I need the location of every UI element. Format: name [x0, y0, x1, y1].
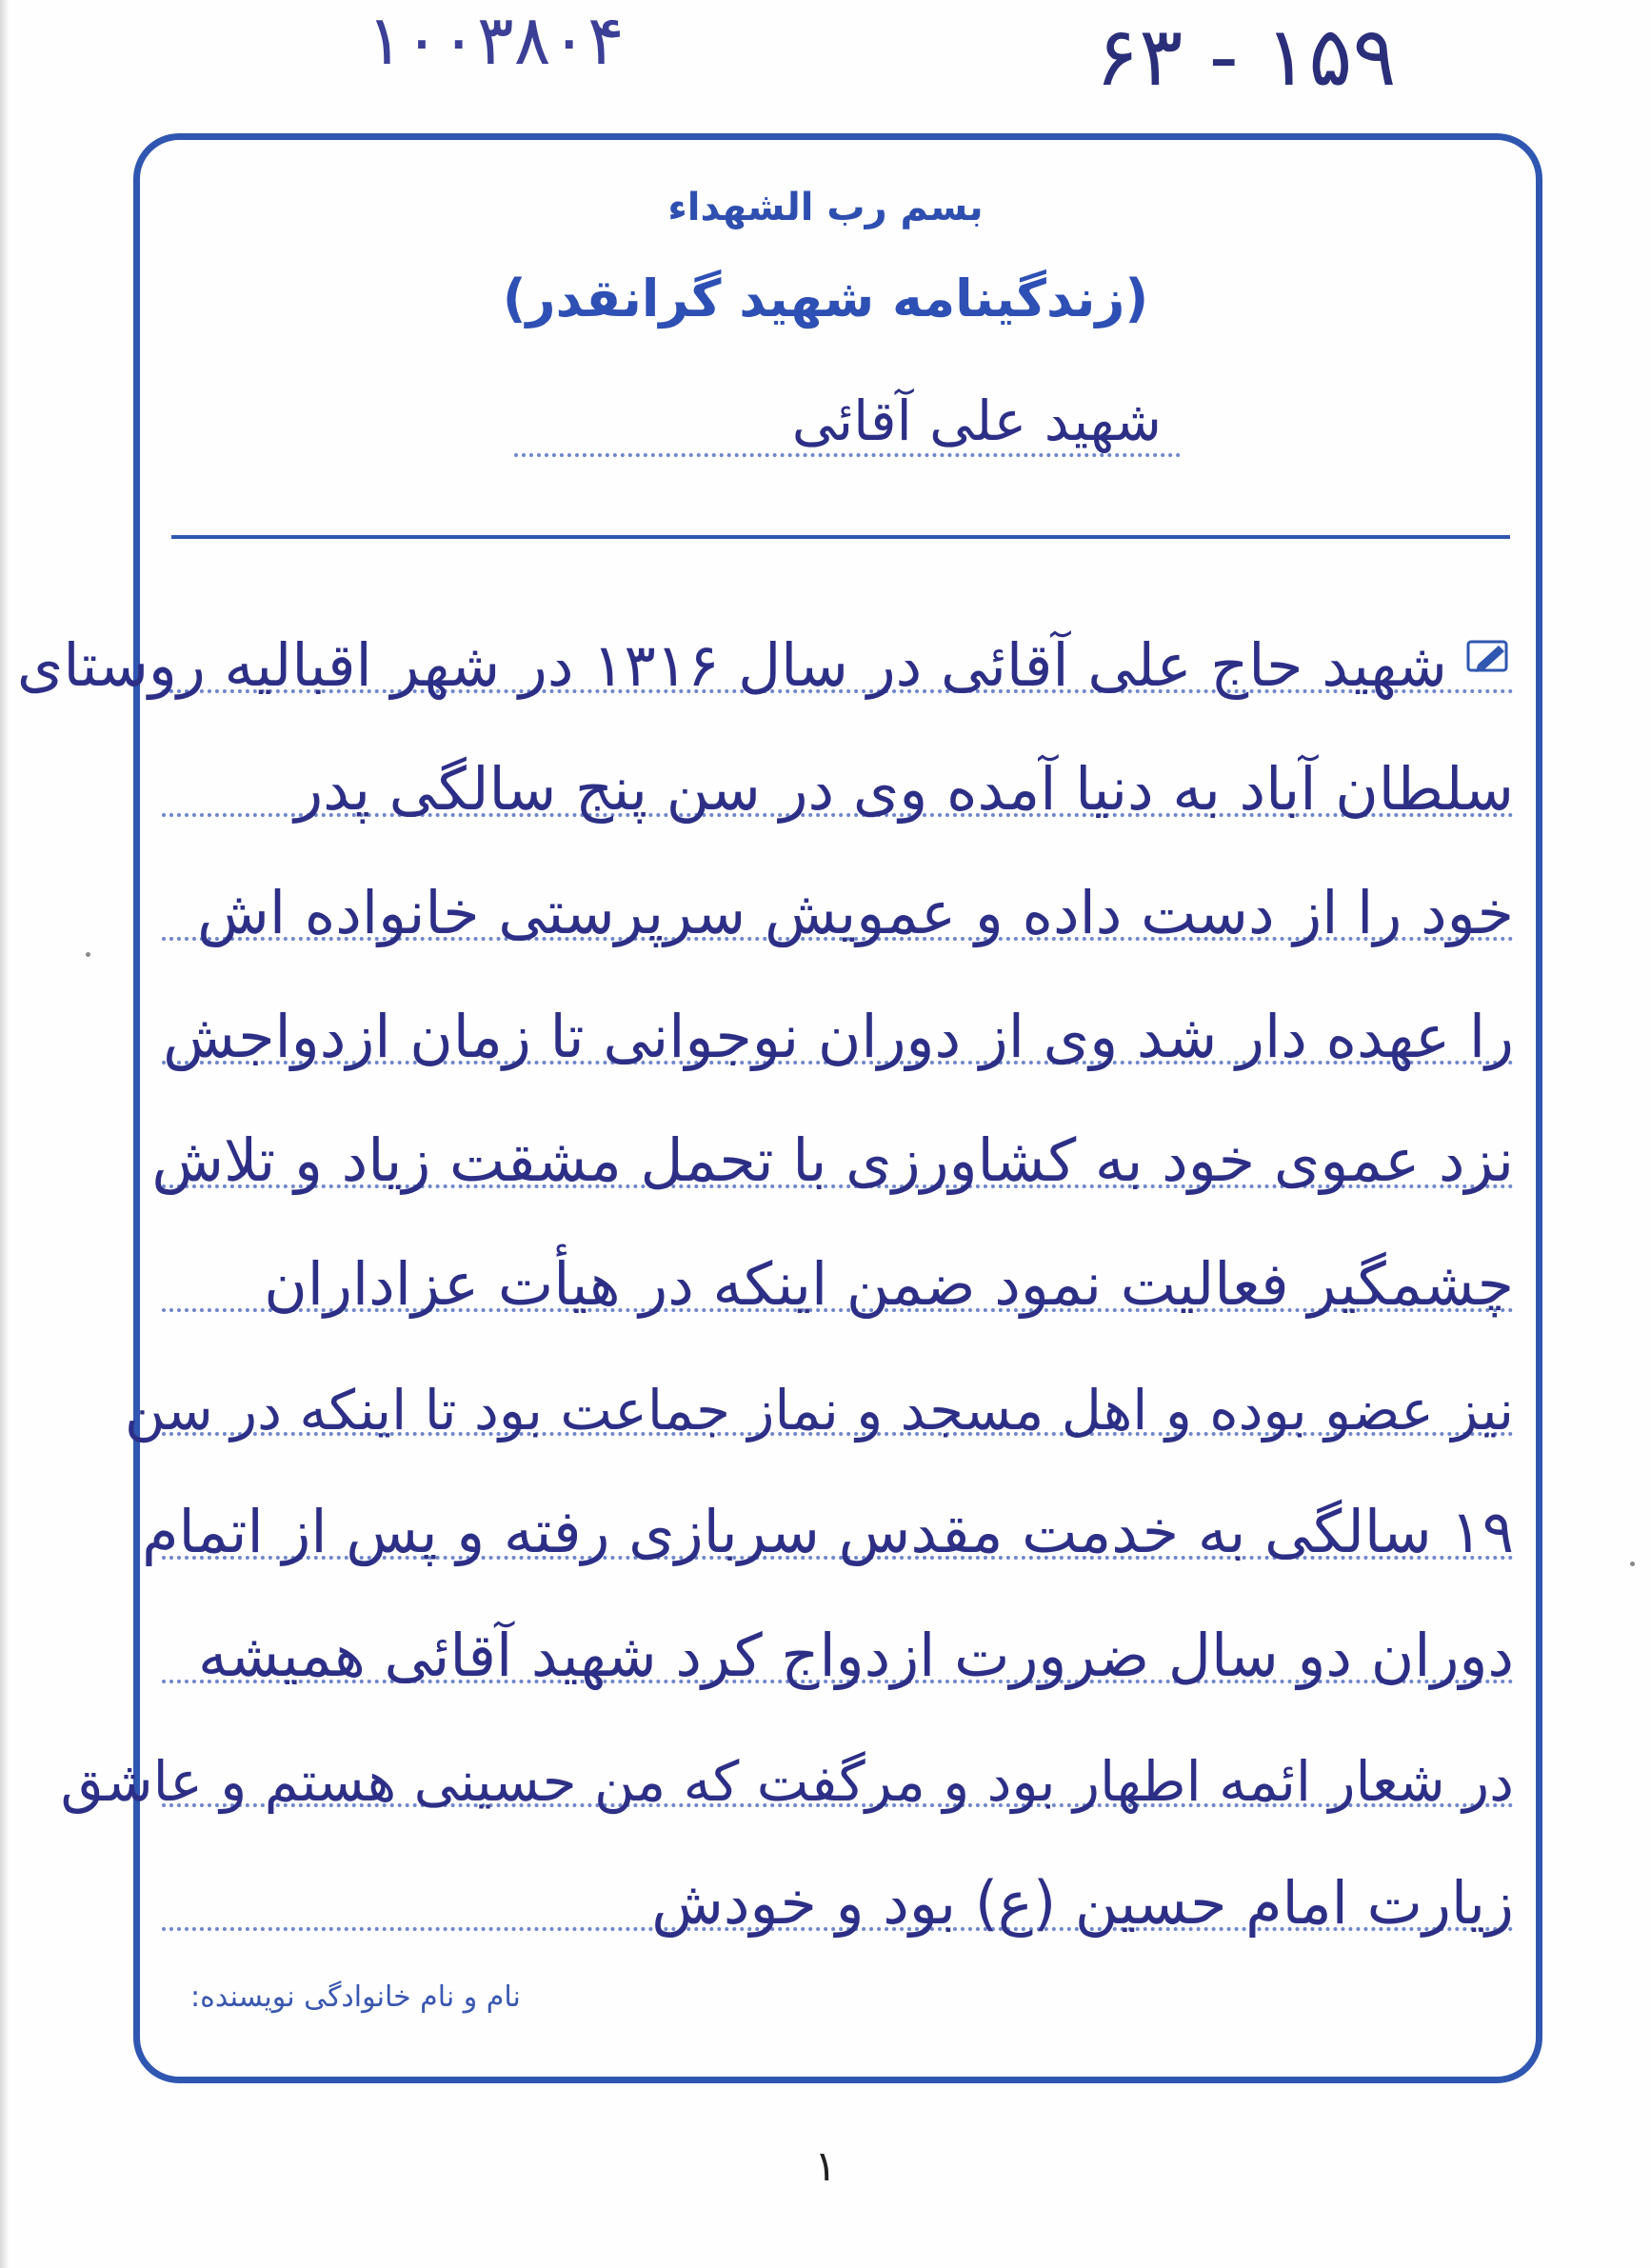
text-line-content: نزد عموی خود به کشاورزی با تحمل مشقت زیاد و تلاش — [151, 1125, 1514, 1195]
scan-speck — [86, 952, 90, 957]
archive-number-left: ۱۰۰۳۸۰۴ — [367, 0, 625, 80]
text-line — [142, 1466, 1514, 1571]
archive-number-right: ۶۳ - ۱۵۹ — [1095, 10, 1397, 105]
text-line — [16, 600, 1514, 705]
martyr-name: شهید علی آقائی — [791, 388, 1162, 453]
text-line-content: را عهده دار شد وی از دوران نوجوانی تا زمان ازدواجش — [163, 1002, 1514, 1071]
text-line — [162, 1219, 1514, 1323]
text-line-content: دوران دو سال ضرورت ازدواج کرد شهید آقائی همیشه — [197, 1621, 1514, 1690]
text-line — [162, 971, 1514, 1076]
text-line-content: شهید حاج علی آقائی در سال ۱۳۱۶ در شهر اقبالیه روستای — [16, 630, 1447, 700]
document-title: (زندگینامه شهید گرانقدر) — [502, 269, 1149, 328]
text-line-content: سلطان آباد به دنیا آمده وی در سن پنج سالگی پدر — [294, 754, 1514, 824]
page-number: ۱ — [814, 2142, 837, 2191]
text-line — [151, 1095, 1514, 1200]
text-line-content: ۱۹ سالگی به خدمت مقدس سربازی رفته و پس از اتمام — [142, 1497, 1514, 1566]
text-line — [162, 1590, 1514, 1695]
text-line-content: خود را از دست داده و عمویش سرپرستی خانواده اش — [197, 878, 1514, 947]
text-line — [124, 1343, 1514, 1447]
text-line — [162, 847, 1514, 952]
text-line-content: در شعار ائمه اطهار بود و مرگفت که من حسینی هستم و عاشق — [60, 1749, 1514, 1814]
text-line-content: چشمگیر فعالیت نمود ضمن اینکه در هیأت عزاداران — [264, 1249, 1514, 1319]
scan-speck — [1630, 1562, 1635, 1566]
text-line-content: زیارت امام حسین (ع) بود و خودش — [651, 1868, 1514, 1938]
bismillah-heading: بسم رب الشهداء — [667, 186, 984, 229]
writer-name-label: نام و نام خانوادگی نویسنده: — [190, 1980, 521, 2014]
text-line-content: نیز عضو بوده و اهل مسجد و نماز جماعت بود تا اینکه در سن — [124, 1378, 1514, 1442]
text-line — [162, 1838, 1514, 1942]
text-line — [60, 1714, 1514, 1819]
text-line — [162, 724, 1514, 828]
